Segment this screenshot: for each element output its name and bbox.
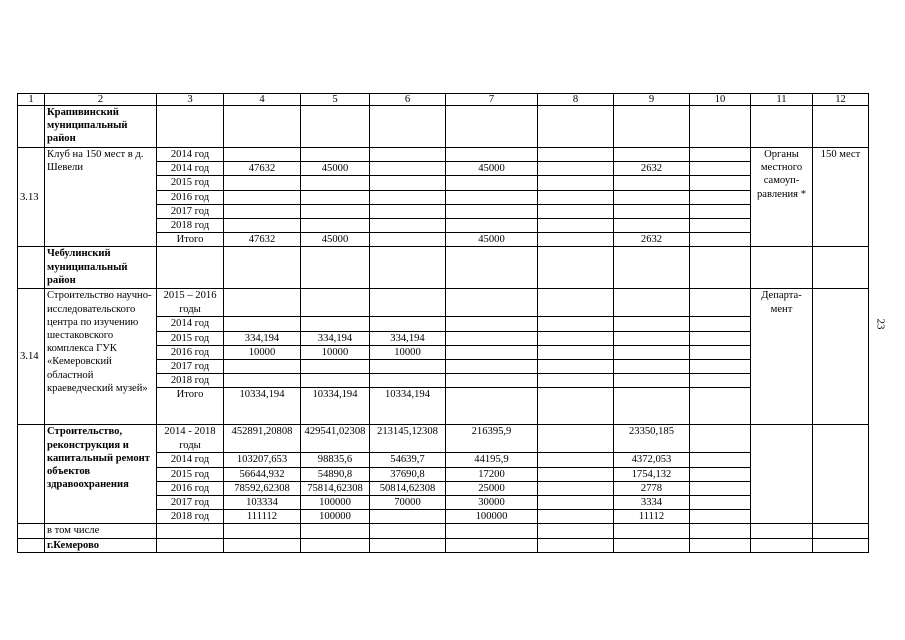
year-cell: 2016 год	[157, 190, 224, 204]
header-cell: 9	[614, 94, 690, 106]
header-cell: 3	[157, 94, 224, 106]
header-cell: 6	[370, 94, 446, 106]
total-label: Итого	[157, 388, 224, 425]
value-cell: 2632	[614, 162, 690, 176]
value-cell: 45000	[301, 233, 370, 247]
value-cell: 429541,02308	[301, 425, 370, 453]
section-title: Чебулинский муниципальный район	[45, 247, 157, 289]
value-cell: 100000	[301, 496, 370, 510]
value-cell: 70000	[370, 496, 446, 510]
value-cell: 452891,20808	[224, 425, 301, 453]
section-title: Крапивинский муниципальный район	[45, 106, 157, 148]
including-label: в том числе	[45, 524, 157, 538]
table-row	[18, 538, 869, 552]
value-cell	[370, 510, 446, 524]
header-cell: 4	[224, 94, 301, 106]
year-cell: 2017 год	[157, 360, 224, 374]
value-cell: 10000	[370, 345, 446, 359]
value-cell: 103334	[224, 496, 301, 510]
year-cell: 2016 год	[157, 345, 224, 359]
total-label: Итого	[157, 233, 224, 247]
value-cell: 23350,185	[614, 425, 690, 453]
value-cell: 11112	[614, 510, 690, 524]
year-cell: 2015 – 2016 годы	[157, 289, 224, 317]
year-cell: 2017 год	[157, 496, 224, 510]
header-cell: 2	[45, 94, 157, 106]
value-cell: 47632	[224, 162, 301, 176]
item-number: 3.13	[18, 148, 45, 247]
item-name: Строительство, реконструкция и капитальный ремонт объектов здравоохранения	[45, 425, 157, 524]
header-cell: 8	[538, 94, 614, 106]
table-row	[18, 524, 869, 538]
value-cell: 75814,62308	[301, 481, 370, 495]
year-cell: 2018 год	[157, 219, 224, 233]
value-cell: 56644,932	[224, 467, 301, 481]
value-cell: 10334,194	[370, 388, 446, 425]
value-cell: 3334	[614, 496, 690, 510]
section-row	[18, 106, 869, 148]
item-name: Клуб на 150 мест в д. Шевели	[45, 148, 157, 247]
city-label: г.Кемерово	[45, 538, 157, 552]
year-cell: 2017 год	[157, 204, 224, 218]
year-cell: 2014 год	[157, 148, 224, 162]
year-cell: 2015 год	[157, 176, 224, 190]
value-cell: 17200	[446, 467, 538, 481]
year-cell: 2014 год	[157, 317, 224, 331]
value-cell: 111112	[224, 510, 301, 524]
value-cell: 100000	[301, 510, 370, 524]
header-cell: 5	[301, 94, 370, 106]
value-cell: 54890,8	[301, 467, 370, 481]
value-cell: 54639,7	[370, 453, 446, 467]
value-cell: 334,194	[301, 331, 370, 345]
value-cell: 47632	[224, 233, 301, 247]
header-cell: 10	[690, 94, 751, 106]
value-cell: 45000	[446, 162, 538, 176]
value-cell: 213145,12308	[370, 425, 446, 453]
value-cell: 334,194	[224, 331, 301, 345]
year-cell: 2015 год	[157, 467, 224, 481]
year-cell: 2015 год	[157, 331, 224, 345]
value-cell: 10334,194	[301, 388, 370, 425]
section-row	[18, 247, 869, 289]
value-cell: 37690,8	[370, 467, 446, 481]
value-cell: 4372,053	[614, 453, 690, 467]
header-cell: 1	[18, 94, 45, 106]
value-cell: 45000	[301, 162, 370, 176]
year-cell: 2018 год	[157, 374, 224, 388]
value-cell: 25000	[446, 481, 538, 495]
value-cell: 1754,132	[614, 467, 690, 481]
year-cell: 2014 - 2018 годы	[157, 425, 224, 453]
value-cell: 45000	[446, 233, 538, 247]
page-number: 23	[874, 318, 887, 330]
value-cell: 30000	[446, 496, 538, 510]
header-row	[18, 94, 869, 106]
year-cell: 2018 год	[157, 510, 224, 524]
value-cell: 78592,62308	[224, 481, 301, 495]
header-cell: 11	[751, 94, 813, 106]
year-cell: 2016 год	[157, 481, 224, 495]
executor-cell: Органы местного самоуп-равления *	[751, 148, 813, 247]
value-cell: 10000	[224, 345, 301, 359]
table-row	[18, 289, 869, 317]
year-cell: 2014 год	[157, 453, 224, 467]
item-name: Строительство научно-исследовательского центра по изучению шестаковского комплекса ГУК «Кемеровский областной краеведческий музей»	[45, 289, 157, 425]
item-number: 3.14	[18, 289, 45, 425]
year-cell: 2014 год	[157, 162, 224, 176]
value-cell: 100000	[446, 510, 538, 524]
header-cell: 12	[813, 94, 869, 106]
value-cell: 2632	[614, 233, 690, 247]
value-cell: 334,194	[370, 331, 446, 345]
value-cell: 50814,62308	[370, 481, 446, 495]
header-cell: 7	[446, 94, 538, 106]
value-cell: 103207,653	[224, 453, 301, 467]
value-cell: 44195,9	[446, 453, 538, 467]
value-cell: 10334,194	[224, 388, 301, 425]
table-row	[18, 425, 869, 453]
capacity-cell: 150 мест	[813, 148, 869, 247]
value-cell: 2778	[614, 481, 690, 495]
value-cell: 10000	[301, 345, 370, 359]
table-row	[18, 148, 869, 162]
executor-cell: Департа-мент	[751, 289, 813, 425]
value-cell: 98835,6	[301, 453, 370, 467]
program-table	[17, 93, 869, 553]
value-cell: 216395,9	[446, 425, 538, 453]
